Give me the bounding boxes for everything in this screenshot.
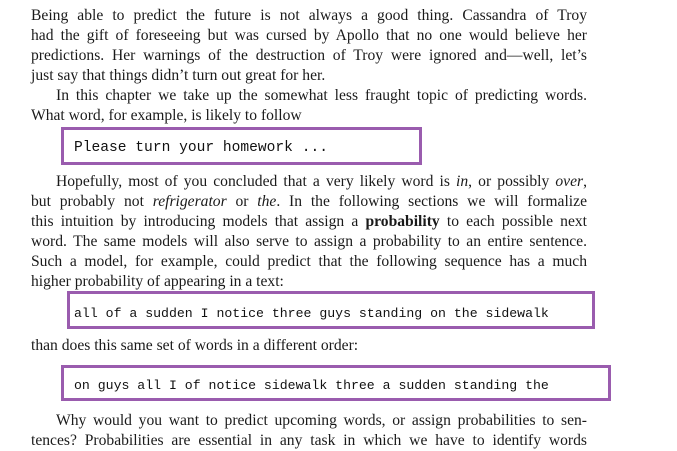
text-line: just say that things didn’t turn out great for her. <box>31 67 326 84</box>
text-fragment: Hopefully, most of you concluded that a very likely word is <box>56 173 457 190</box>
example-box-scrambled <box>61 365 611 401</box>
example-sentence: Please turn your homework ... <box>74 140 328 156</box>
text-fragment: Why would you want to predict upcoming words, or assign probabilities to sen- <box>56 412 587 429</box>
text-line: Being able to predict the future is not always a good thing. Cassandra of Troy <box>31 7 587 24</box>
example-sentence: all of a sudden I notice three guys standing on the sidewalk <box>74 306 549 321</box>
text-line: tences? Probabilities are essential in any task in which we have to identify words <box>31 432 587 449</box>
emphasis-word: in <box>456 173 469 190</box>
text-line <box>31 212 587 232</box>
text-fragment: this intuition by introducing models that assign a <box>31 213 366 230</box>
text-line <box>31 172 587 192</box>
text-line <box>31 86 587 106</box>
text-fragment: . In the following sections we will formalize <box>276 193 587 210</box>
text-line <box>31 411 587 431</box>
example-box-sidewalk <box>67 291 595 329</box>
paragraph-cassandra <box>31 6 587 86</box>
text-fragment: In this chapter we take up the somewhat less fraught topic of predicting words. <box>56 87 587 104</box>
text-fragment: or <box>226 193 258 210</box>
emphasis-word: refrigerator <box>152 193 227 210</box>
emphasis-word: the <box>257 193 277 210</box>
text-fragment: but probably not <box>31 193 153 210</box>
text-fragment: to each possible next <box>439 213 588 230</box>
text-line <box>31 192 587 212</box>
paragraph-chapter-intro <box>31 86 587 126</box>
bold-term: probability <box>365 213 440 230</box>
text-fragment: , <box>583 173 587 190</box>
text-line: higher probability of appearing in a text: <box>31 273 284 290</box>
example-sentence: on guys all I of notice sidewalk three a sudden standing the <box>74 378 549 393</box>
text-fragment: , or possibly <box>468 173 556 190</box>
emphasis-word: over <box>555 173 584 190</box>
paragraph-probability <box>31 172 587 292</box>
text-line: Such a model, for example, could predict that the following sequence has a much <box>31 253 587 270</box>
text-line: predictions. Her warnings of the destruction of Troy were ignored and—well, let’s <box>31 47 587 64</box>
text-line: word. The same models will also serve to assign a probability to an entire sentence. <box>31 233 587 250</box>
example-box-homework <box>61 127 422 165</box>
paragraph-why-predict <box>31 411 587 451</box>
document-page <box>31 0 588 449</box>
text-line: What word, for example, is likely to follow <box>31 107 302 124</box>
paragraph-different-order <box>31 336 587 356</box>
text-line: had the gift of foreseeing but was cursed by Apollo that no one would believe her <box>31 27 587 44</box>
text-line: than does this same set of words in a different order: <box>31 337 359 354</box>
